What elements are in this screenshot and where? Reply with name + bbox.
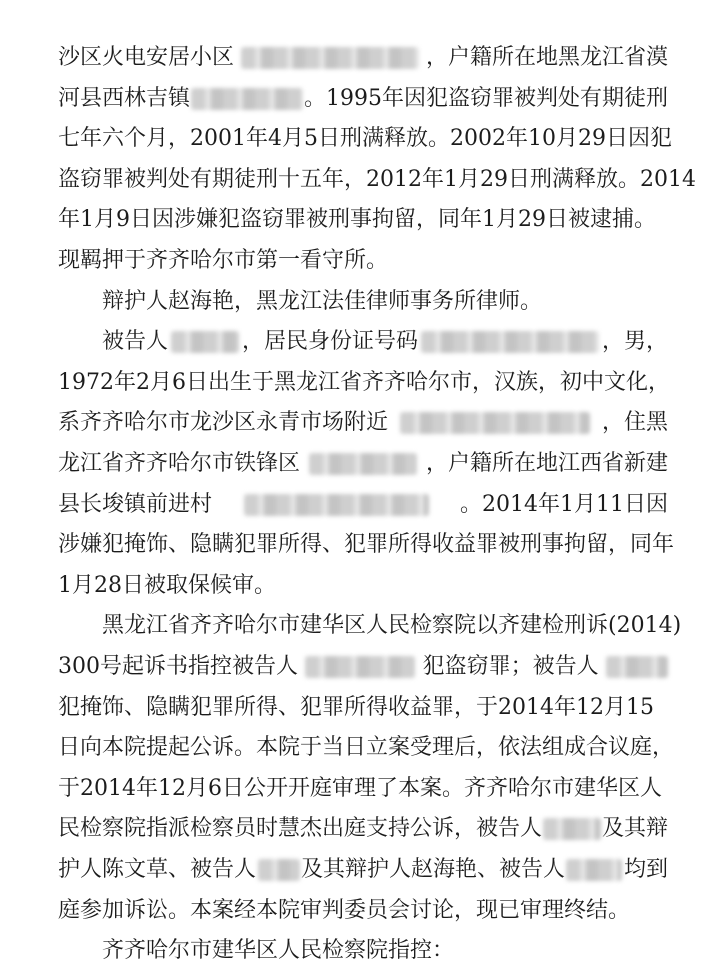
text-segment: 齐齐哈尔市建华区人民检察院指控： [102,938,455,964]
text-segment: 系齐齐哈尔市龙沙区永青市场附近 [58,410,389,436]
redacted-workplace [400,412,590,434]
text-line [58,531,675,559]
text-segment: ，户籍所在地江西省新建 [425,451,668,476]
text-segment: 年1月9日因涉嫌犯盗窃罪被刑事拘留，同年1月29日被逮捕。 [58,207,656,233]
text-segment: 。1995年因犯盗窃罪被判处有期徒刑 [303,85,668,111]
redacted-address [241,47,419,69]
redacted-name [171,331,239,353]
text-segment: 河县西林吉镇 [58,85,191,111]
text-segment: ，男， [601,329,668,355]
text-segment: 县长埈镇前进村 [58,491,213,517]
text-line [58,694,668,722]
text-line [58,775,668,803]
text-segment: 及其辩护人赵海艳、被告人 [300,857,565,882]
text-segment: 沙区火电安居小区 [58,45,235,70]
text-line [58,44,668,72]
text-segment: 盗窃罪被判处有期徒刑十五年，2012年1月29日刑满释放。2014 [58,166,696,192]
text-line [58,572,668,600]
text-segment: 被告人 [102,329,169,355]
text-segment: 1月28日被取保候审。 [58,572,276,598]
text-segment: 。2014年1月11日因 [460,491,668,517]
text-segment: 黑龙江省齐齐哈尔市建华区人民检察院以齐建检刑诉(2014) [102,613,682,639]
text-line [58,288,668,316]
redacted-name [606,656,668,678]
text-segment: 护人陈文草、被告人 [58,857,257,882]
text-line [58,491,668,519]
text-segment: 犯盗窃罪；被告人 [422,654,599,679]
text-line [58,166,696,194]
text-segment: 民检察院指派检察员时慧杰出庭支持公诉，被告人 [58,816,543,842]
text-segment: 庭参加诉讼。本案经本院审判委员会讨论，现已审理终结。 [58,897,631,923]
text-line [58,937,668,965]
text-segment: 及其辩 [601,816,668,842]
text-line [58,206,668,234]
text-line [58,125,672,153]
text-line [58,897,668,925]
text-segment: 犯掩饰、隐瞒犯罪所得、犯罪所得收益罪，于2014年12月15 [58,694,654,720]
redacted-address [191,88,303,110]
text-segment: ，居民身份证号码 [241,329,418,355]
text-segment: 涉嫌犯掩饰、隐瞒犯罪所得、犯罪所得收益罪被刑事拘留，同年 [58,532,675,558]
text-line [58,247,668,275]
text-line [58,612,682,640]
text-line [58,653,668,681]
redacted-name [543,818,601,840]
text-line [58,450,668,478]
redacted-name [258,859,300,881]
text-segment: 龙江省齐齐哈尔市铁锋区 [58,451,301,476]
text-line [58,856,668,884]
text-line [58,85,668,113]
redacted-name [566,859,622,881]
text-segment: 七年六个月，2001年4月5日刑满释放。2002年10月29日因犯 [58,126,672,152]
text-segment: 辩护人赵海艳，黑龙江法佳律师事务所律师。 [102,288,543,314]
text-line [58,815,668,843]
redacted-address [244,494,429,516]
text-line [58,369,668,397]
text-line [58,328,668,356]
text-segment: 现羁押于齐齐哈尔市第一看守所。 [58,248,389,273]
text-segment: 1972年2月6日出生于黑龙江省齐齐哈尔市，汉族，初中文化， [58,369,670,395]
text-line [58,409,668,437]
text-line [58,734,675,762]
text-segment: ，住黑 [601,410,668,436]
text-segment: 300号起诉书指控被告人 [58,654,298,679]
redacted-id-number [421,331,599,353]
text-segment: 于2014年12月6日公开开庭审理了本案。齐齐哈尔市建华区人 [58,775,662,801]
text-segment: ，户籍所在地黑龙江省漠 [425,45,668,70]
text-segment: 日向本院提起公诉。本院于当日立案受理后，依法组成合议庭， [58,735,675,761]
redacted-name [305,656,415,678]
text-segment: 均到 [623,857,668,882]
redacted-address [309,453,417,475]
